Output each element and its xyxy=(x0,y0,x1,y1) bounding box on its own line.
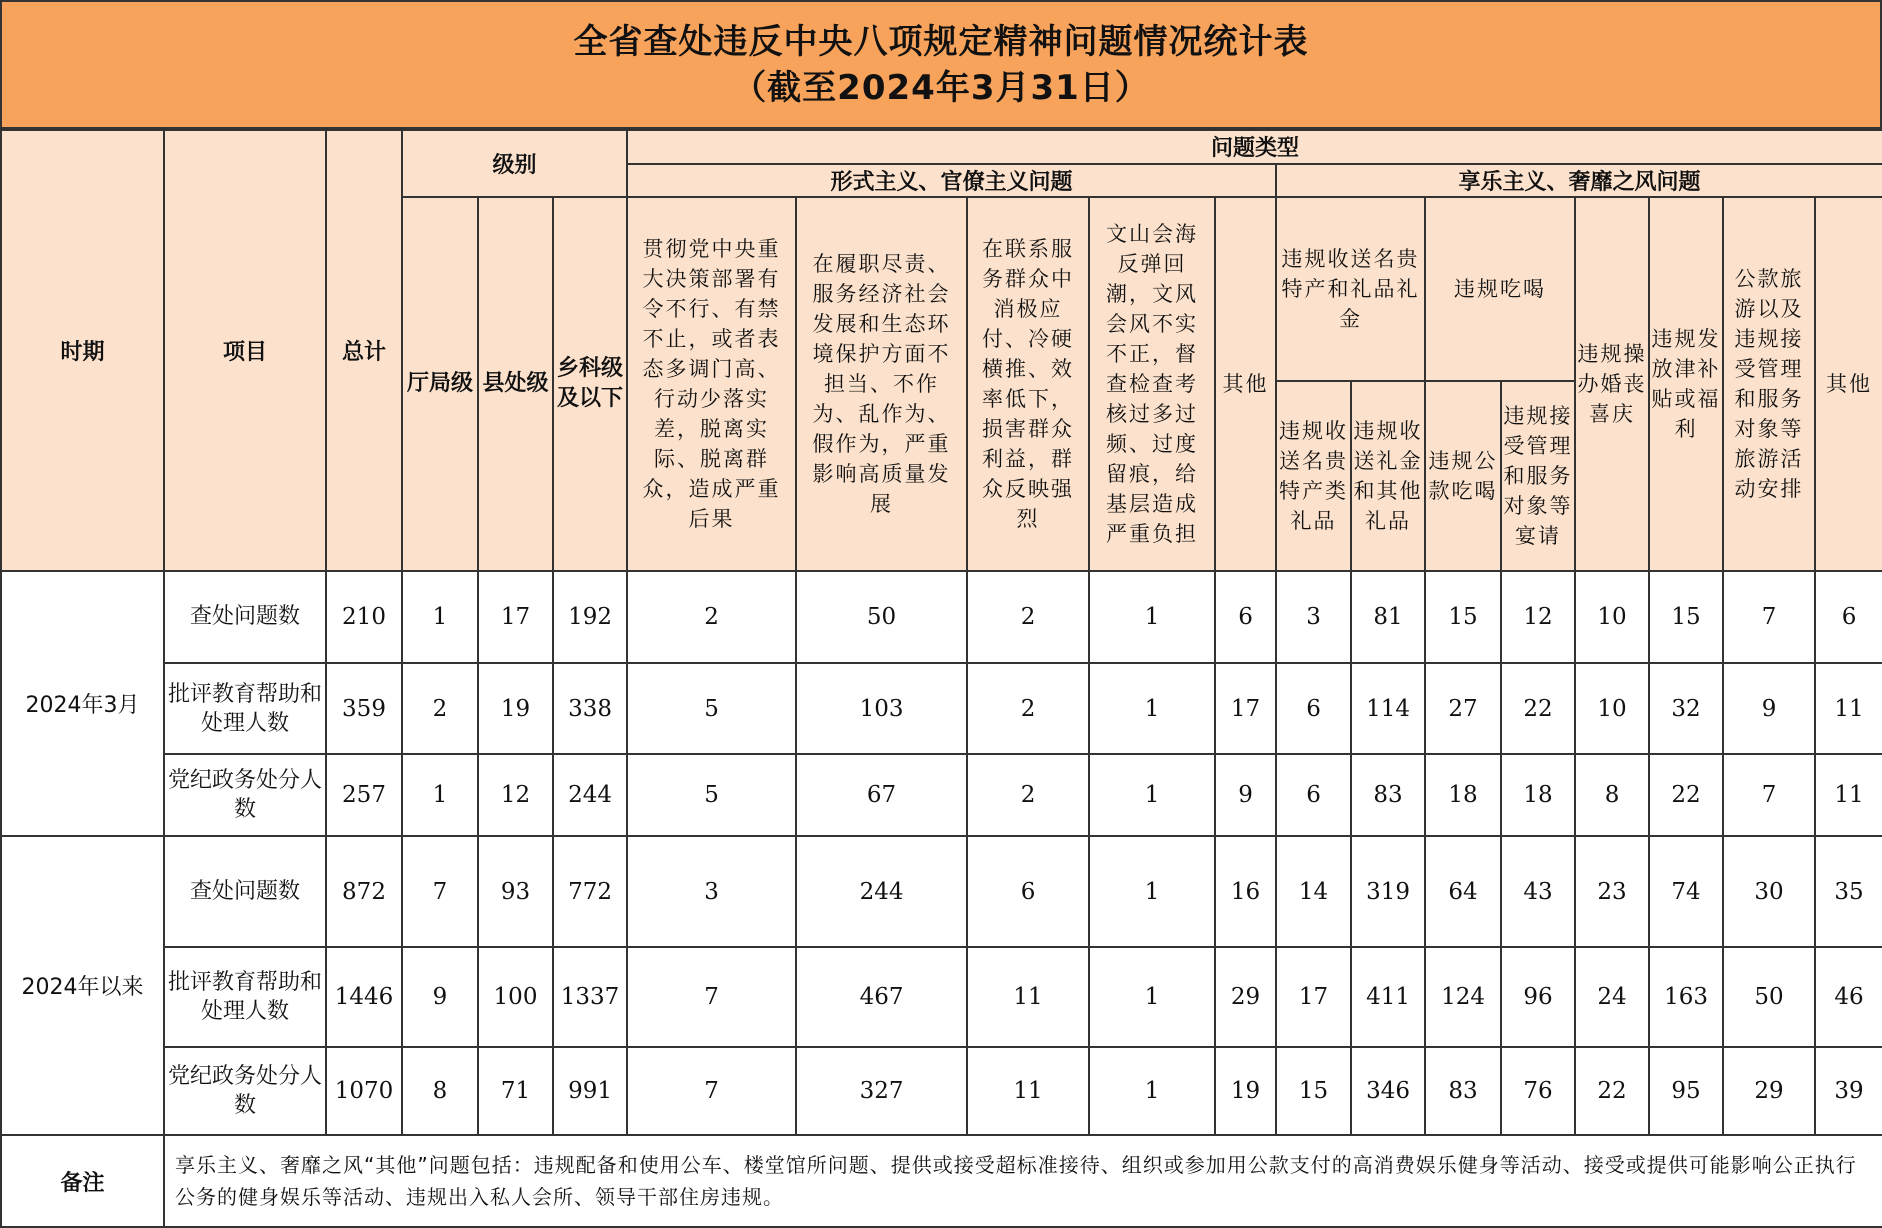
cell-formalism-4: 1 xyxy=(1089,571,1215,663)
cell-level-ting: 1 xyxy=(402,571,478,663)
header-level-ting: 厅局级 xyxy=(402,197,478,570)
cell-formalism-other: 9 xyxy=(1215,754,1276,836)
cell-subsidies: 32 xyxy=(1649,663,1723,755)
cell-total: 210 xyxy=(326,571,402,663)
cell-level-xiang: 338 xyxy=(553,663,627,755)
cell-hedonism-other: 46 xyxy=(1815,947,1882,1047)
cell-formalism-4: 1 xyxy=(1089,836,1215,947)
cell-level-ting: 7 xyxy=(402,836,478,947)
cell-gift-specialty: 6 xyxy=(1276,754,1351,836)
cell-level-xian: 71 xyxy=(478,1047,553,1135)
cell-level-xiang: 244 xyxy=(553,754,627,836)
table-subtitle: （截至2024年3月31日） xyxy=(732,67,1150,108)
header-dining-banquet: 违规接受管理和服务对象等宴请 xyxy=(1501,381,1575,571)
cell-dining-public: 27 xyxy=(1425,663,1501,755)
header-level-xian: 县处级 xyxy=(478,197,553,570)
row-item-label: 批评教育帮助和处理人数 xyxy=(164,947,326,1047)
cell-travel: 29 xyxy=(1723,1047,1815,1135)
cell-dining-banquet: 43 xyxy=(1501,836,1575,947)
cell-formalism-1: 2 xyxy=(627,571,796,663)
cell-formalism-1: 5 xyxy=(627,754,796,836)
note-label: 备注 xyxy=(1,1135,164,1227)
cell-hedonism-other: 35 xyxy=(1815,836,1882,947)
cell-formalism-1: 7 xyxy=(627,947,796,1047)
cell-formalism-other: 17 xyxy=(1215,663,1276,755)
cell-formalism-3: 11 xyxy=(967,1047,1089,1135)
cell-dining-public: 83 xyxy=(1425,1047,1501,1135)
cell-formalism-4: 1 xyxy=(1089,663,1215,755)
statistics-table xyxy=(0,129,1882,1228)
cell-total: 1446 xyxy=(326,947,402,1047)
row-item-label: 查处问题数 xyxy=(164,836,326,947)
cell-gift-specialty: 14 xyxy=(1276,836,1351,947)
cell-total: 257 xyxy=(326,754,402,836)
cell-gift-money: 83 xyxy=(1351,754,1425,836)
cell-travel: 30 xyxy=(1723,836,1815,947)
cell-total: 359 xyxy=(326,663,402,755)
header-formalism-4: 文山会海反弹回潮，文风会风不实不正，督查检查考核过多过频、过度留痕，给基层造成严重负担 xyxy=(1089,197,1215,570)
cell-level-xiang: 991 xyxy=(553,1047,627,1135)
cell-gift-specialty: 17 xyxy=(1276,947,1351,1047)
header-total: 总计 xyxy=(326,130,402,571)
cell-formalism-other: 16 xyxy=(1215,836,1276,947)
cell-formalism-2: 327 xyxy=(796,1047,967,1135)
cell-level-xian: 100 xyxy=(478,947,553,1047)
row-item-label: 查处问题数 xyxy=(164,571,326,663)
cell-gift-money: 411 xyxy=(1351,947,1425,1047)
cell-formalism-4: 1 xyxy=(1089,754,1215,836)
cell-gift-money: 81 xyxy=(1351,571,1425,663)
cell-formalism-3: 2 xyxy=(967,754,1089,836)
cell-gift-money: 114 xyxy=(1351,663,1425,755)
cell-formalism-4: 1 xyxy=(1089,947,1215,1047)
header-formalism-3: 在联系服务群众中消极应付、冷硬横推、效率低下，损害群众利益，群众反映强烈 xyxy=(967,197,1089,570)
cell-dining-banquet: 18 xyxy=(1501,754,1575,836)
cell-weddings: 10 xyxy=(1575,571,1649,663)
cell-hedonism-other: 11 xyxy=(1815,663,1882,755)
cell-gift-money: 346 xyxy=(1351,1047,1425,1135)
cell-level-ting: 1 xyxy=(402,754,478,836)
cell-travel: 50 xyxy=(1723,947,1815,1047)
cell-subsidies: 22 xyxy=(1649,754,1723,836)
period-label: 2024年3月 xyxy=(1,571,164,836)
header-dining-public: 违规公款吃喝 xyxy=(1425,381,1501,571)
cell-travel: 7 xyxy=(1723,571,1815,663)
cell-weddings: 8 xyxy=(1575,754,1649,836)
cell-level-xian: 19 xyxy=(478,663,553,755)
cell-dining-banquet: 96 xyxy=(1501,947,1575,1047)
cell-level-ting: 9 xyxy=(402,947,478,1047)
cell-subsidies: 95 xyxy=(1649,1047,1723,1135)
cell-travel: 7 xyxy=(1723,754,1815,836)
cell-formalism-4: 1 xyxy=(1089,1047,1215,1135)
cell-formalism-2: 467 xyxy=(796,947,967,1047)
cell-total: 1070 xyxy=(326,1047,402,1135)
cell-dining-banquet: 22 xyxy=(1501,663,1575,755)
cell-dining-public: 15 xyxy=(1425,571,1501,663)
cell-hedonism-other: 39 xyxy=(1815,1047,1882,1135)
header-hedonism-group: 享乐主义、奢靡之风问题 xyxy=(1276,164,1882,198)
header-gift-specialty: 违规收送名贵特产类礼品 xyxy=(1276,381,1351,571)
header-gift-group: 违规收送名贵特产和礼品礼金 xyxy=(1276,197,1425,381)
cell-formalism-3: 11 xyxy=(967,947,1089,1047)
cell-travel: 9 xyxy=(1723,663,1815,755)
row-item-label: 党纪政务处分人数 xyxy=(164,754,326,836)
period-label: 2024年以来 xyxy=(1,836,164,1135)
cell-level-xian: 17 xyxy=(478,571,553,663)
cell-gift-specialty: 3 xyxy=(1276,571,1351,663)
cell-formalism-other: 29 xyxy=(1215,947,1276,1047)
cell-formalism-2: 50 xyxy=(796,571,967,663)
cell-dining-public: 18 xyxy=(1425,754,1501,836)
cell-hedonism-other: 11 xyxy=(1815,754,1882,836)
cell-level-xiang: 192 xyxy=(553,571,627,663)
cell-formalism-3: 6 xyxy=(967,836,1089,947)
cell-level-ting: 8 xyxy=(402,1047,478,1135)
cell-hedonism-other: 6 xyxy=(1815,571,1882,663)
cell-formalism-other: 19 xyxy=(1215,1047,1276,1135)
cell-formalism-2: 67 xyxy=(796,754,967,836)
cell-subsidies: 15 xyxy=(1649,571,1723,663)
header-hedonism-other: 其他 xyxy=(1815,197,1882,570)
cell-gift-specialty: 15 xyxy=(1276,1047,1351,1135)
cell-formalism-1: 5 xyxy=(627,663,796,755)
header-dining-group: 违规吃喝 xyxy=(1425,197,1575,381)
cell-formalism-2: 244 xyxy=(796,836,967,947)
cell-total: 872 xyxy=(326,836,402,947)
cell-dining-banquet: 12 xyxy=(1501,571,1575,663)
header-weddings: 违规操办婚丧喜庆 xyxy=(1575,197,1649,570)
header-level-group: 级别 xyxy=(402,130,627,197)
header-period: 时期 xyxy=(1,130,164,571)
header-subsidies: 违规发放津补贴或福利 xyxy=(1649,197,1723,570)
cell-formalism-1: 7 xyxy=(627,1047,796,1135)
cell-dining-banquet: 76 xyxy=(1501,1047,1575,1135)
header-formalism-other: 其他 xyxy=(1215,197,1276,570)
cell-formalism-other: 6 xyxy=(1215,571,1276,663)
title-bar xyxy=(0,0,1882,129)
cell-formalism-2: 103 xyxy=(796,663,967,755)
header-formalism-1: 贯彻党中央重大决策部署有令不行、有禁不止，或者表态多调门高、行动少落实差，脱离实际、脱离群众，造成严重后果 xyxy=(627,197,796,570)
cell-subsidies: 74 xyxy=(1649,836,1723,947)
cell-level-xian: 12 xyxy=(478,754,553,836)
header-level-xiang: 乡科级及以下 xyxy=(553,197,627,570)
cell-dining-public: 124 xyxy=(1425,947,1501,1047)
cell-dining-public: 64 xyxy=(1425,836,1501,947)
cell-subsidies: 163 xyxy=(1649,947,1723,1047)
note-text: 享乐主义、奢靡之风“其他”问题包括：违规配备和使用公车、楼堂馆所问题、提供或接受超标准接待、组织或参加用公款支付的高消费娱乐健身等活动、接受或提供可能影响公正执行公务的健身娱乐等活动、违规出入私人会所、领导干部住房违规。 xyxy=(164,1135,1882,1227)
header-gift-money: 违规收送礼金和其他礼品 xyxy=(1351,381,1425,571)
cell-level-ting: 2 xyxy=(402,663,478,755)
header-formalism-group: 形式主义、官僚主义问题 xyxy=(627,164,1276,198)
cell-weddings: 23 xyxy=(1575,836,1649,947)
cell-weddings: 10 xyxy=(1575,663,1649,755)
row-item-label: 批评教育帮助和处理人数 xyxy=(164,663,326,755)
cell-level-xiang: 1337 xyxy=(553,947,627,1047)
cell-weddings: 24 xyxy=(1575,947,1649,1047)
cell-formalism-3: 2 xyxy=(967,663,1089,755)
cell-level-xiang: 772 xyxy=(553,836,627,947)
header-item: 项目 xyxy=(164,130,326,571)
header-formalism-2: 在履职尽责、服务经济社会发展和生态环境保护方面不担当、不作为、乱作为、假作为，严重影响高质量发展 xyxy=(796,197,967,570)
header-problem-type: 问题类型 xyxy=(627,130,1882,164)
cell-level-xian: 93 xyxy=(478,836,553,947)
row-item-label: 党纪政务处分人数 xyxy=(164,1047,326,1135)
cell-formalism-1: 3 xyxy=(627,836,796,947)
cell-formalism-3: 2 xyxy=(967,571,1089,663)
table-title: 全省查处违反中央八项规定精神问题情况统计表 xyxy=(573,21,1309,62)
cell-weddings: 22 xyxy=(1575,1047,1649,1135)
cell-gift-money: 319 xyxy=(1351,836,1425,947)
cell-gift-specialty: 6 xyxy=(1276,663,1351,755)
header-travel: 公款旅游以及违规接受管理和服务对象等旅游活动安排 xyxy=(1723,197,1815,570)
